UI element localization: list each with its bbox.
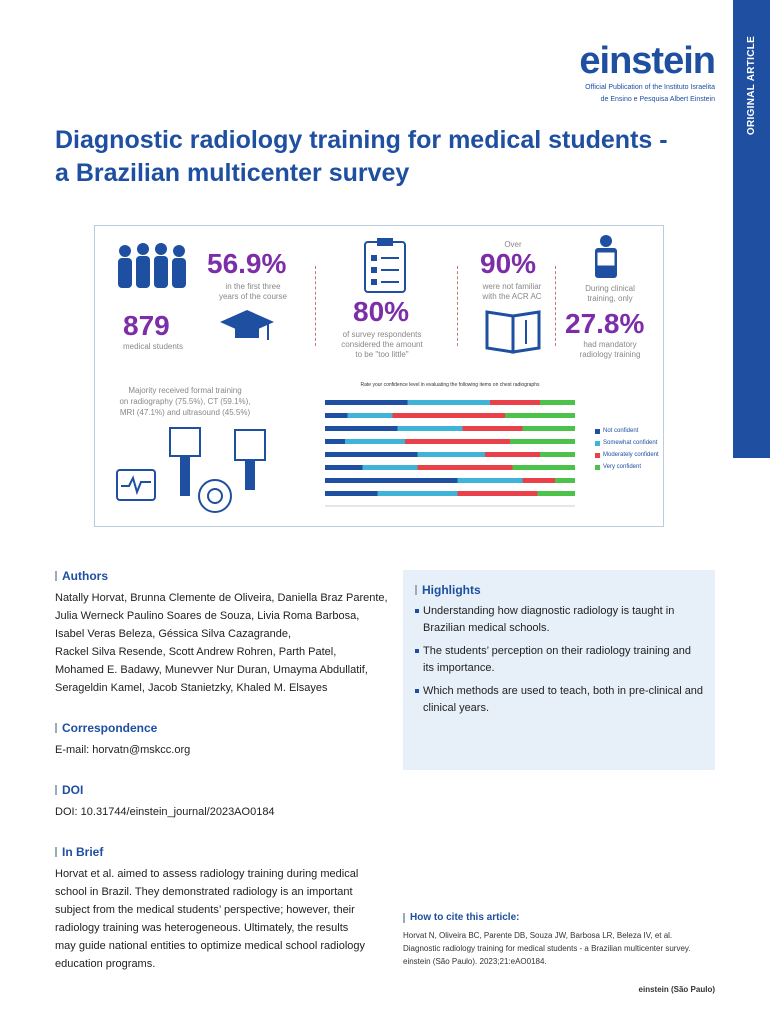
legend-item [595, 464, 641, 470]
correspondence-heading [55, 721, 157, 735]
divider-1 [315, 266, 316, 346]
stat-not-familiar: 90% [480, 248, 537, 279]
checklist-icon [363, 236, 407, 294]
chart-bar-segment [513, 465, 576, 470]
cite-heading-text: How to cite this article: [410, 912, 520, 923]
legend-label: Very confident [603, 464, 642, 470]
highlights-box [403, 570, 715, 770]
divider-2 [457, 266, 458, 346]
stat4-text2: with the ACR AC [482, 292, 542, 301]
chart-bar-segment [555, 478, 575, 483]
chart-bar-segment [458, 478, 523, 483]
in-brief-text [55, 865, 395, 973]
chart-bar-segment [398, 426, 463, 431]
doctor-xray-icon [589, 234, 623, 280]
article-title: Diagnostic radiology training for medical students - a Brazilian multicenter survey [55, 126, 668, 187]
chart-bar-segment [463, 426, 523, 431]
majority-text-1: Majority received formal training [128, 386, 242, 395]
stat3-text1: of survey respondents [342, 330, 422, 339]
people-icon [113, 241, 193, 301]
chart-bar-segment [325, 491, 378, 496]
chart-bar-segment [418, 465, 513, 470]
stat4-prefix: Over [504, 240, 522, 249]
confidence-chart [285, 390, 585, 522]
stat5-text2: training, only [587, 294, 633, 303]
chart-bar-segment [538, 491, 576, 496]
logo-word: einstein [579, 40, 715, 82]
majority-text-2: on radiography (75.5%), CT (59.1%), [119, 397, 251, 406]
chart-bar-segment [393, 413, 506, 418]
cite-heading [403, 912, 519, 923]
journal-logo [579, 42, 715, 104]
article-type-tab [733, 0, 770, 458]
stat3-text3: to be "too little" [355, 350, 409, 359]
legend-label: Somewhat confident [603, 440, 658, 446]
legend-item [595, 428, 638, 434]
correspondence-email[interactable]: E-mail: horvatn@mskcc.org [55, 744, 191, 756]
correspondence-heading-text: Correspondence [62, 721, 158, 735]
article-type-label: ORIGINAL ARTICLE [746, 35, 757, 135]
authors-heading-text: Authors [62, 569, 108, 583]
doi-value[interactable]: DOI: 10.31744/einstein_journal/2023AO0184 [55, 806, 275, 818]
stat4-text1: were not familiar [482, 282, 542, 291]
legend-label: Not confident [603, 428, 639, 434]
author-line: Natally Horvat, Brunna Clemente de Oliveira, Daniella Braz Parente, [55, 592, 388, 604]
legend-swatch [595, 453, 600, 458]
chart-bar-segment [325, 478, 458, 483]
highlight-item: Which methods are used to teach, both in pre-clinical and clinical years. [415, 683, 705, 717]
stat5-text3: had mandatory [583, 340, 637, 349]
chart-bar-segment [505, 413, 575, 418]
cite-line: Horvat N, Oliveira BC, Parente DB, Souza JW, Barbosa LR, Beleza IV, et al. [403, 931, 673, 940]
stat-student-count: 879 [123, 310, 170, 341]
author-line: Rackel Silva Resende, Scott Andrew Rohren, Parth Patel, [55, 646, 337, 658]
author-line: Isabel Veras Beleza, Géssica Silva Cazagrande, [55, 628, 292, 640]
graduation-cap-icon [220, 306, 275, 346]
stat-mandatory-training: 27.8% [565, 308, 645, 339]
chart-bar-segment [418, 452, 486, 457]
highlights-list [415, 603, 705, 723]
chart-bar-segment [405, 439, 510, 444]
majority-text-3: MRI (47.1%) and ultrasound (45.5%) [119, 408, 251, 417]
authors-heading [55, 569, 108, 583]
legend-item [595, 440, 657, 446]
in-brief-line: education programs. [55, 958, 156, 970]
stat1-text1: in the first three [225, 282, 281, 291]
divider-3 [555, 266, 556, 346]
chart-bar-segment [325, 439, 345, 444]
chart-bar-segment [408, 400, 491, 405]
authors-list [55, 589, 395, 697]
page-footer: einstein (São Paulo) [638, 985, 715, 994]
chart-title: Rate your confidence level in evaluating the following items on chest radiographs [360, 382, 540, 388]
chart-bar-segment [485, 452, 540, 457]
author-line: Julia Werneck Paulino Soares de Souza, Livia Roma Barbosa, [55, 610, 360, 622]
in-brief-line: may guide national entities to optimize medical school radiology [55, 940, 366, 952]
legend-swatch [595, 465, 600, 470]
in-brief-line: radiology training was heterogeneous. Ultimately, the results [55, 922, 349, 934]
chart-bar-segment [325, 413, 348, 418]
legend-item [595, 452, 659, 458]
medical-book-icon [483, 310, 543, 354]
logo-sub2: de Ensino e Pesquisa Albert Einstein [600, 96, 715, 103]
chart-bar-segment [523, 478, 556, 483]
chart-bar-segment [345, 439, 405, 444]
in-brief-line: school in Brazil. They demonstrated radiology is an important [55, 886, 353, 898]
in-brief-heading [55, 845, 103, 859]
chart-bar-segment [510, 439, 575, 444]
graphical-abstract [94, 225, 664, 527]
stat-percent-first-years: 56.9% [207, 248, 287, 279]
stat5-text1: During clinical [585, 284, 635, 293]
chart-bar-segment [325, 465, 363, 470]
highlights-heading-text: Highlights [422, 583, 481, 597]
highlight-item: Understanding how diagnostic radiology is taught in Brazilian medical schools. [415, 603, 705, 637]
chart-bar-segment [378, 491, 458, 496]
logo-sub1: Official Publication of the Instituto Israelita [585, 84, 715, 91]
in-brief-line: Horvat et al. aimed to assess radiology training during medical [55, 868, 359, 880]
cite-line: Diagnostic radiology training for medical students - a Brazilian multicenter survey. [403, 944, 691, 953]
stat5-text4: radiology training [579, 350, 641, 359]
stat3-text2: considered the amount [341, 340, 423, 349]
doi-heading-text: DOI [62, 783, 84, 797]
chart-bar-segment [325, 452, 418, 457]
legend-swatch [595, 429, 600, 434]
citation [403, 929, 713, 968]
chart-bar-segment [523, 426, 576, 431]
highlight-item: The students’ perception on their radiology training and its importance. [415, 643, 705, 677]
chart-bar-segment [363, 465, 418, 470]
chart-bar-segment [325, 426, 398, 431]
in-brief-line: subject from the medical students’ perspective; however, their [55, 904, 355, 916]
legend-label: Moderately confident [603, 452, 659, 458]
author-line: Mohamed E. Badawy, Munevver Nur Duran, Umayma Abdullatif, [55, 664, 368, 676]
chart-bar-segment [540, 400, 575, 405]
chart-bar-segment [458, 491, 538, 496]
author-line: Serageldin Kamel, Jacob Stanietzky, Khaled M. Elsayes [55, 682, 328, 694]
stat-too-little: 80% [353, 296, 410, 327]
doi-heading [55, 783, 83, 797]
stat1-text2: years of the course [218, 292, 288, 301]
chart-bar-segment [348, 413, 393, 418]
chart-bar-segment [325, 400, 408, 405]
stat2-text: medical students [122, 342, 184, 351]
in-brief-heading-text: In Brief [62, 845, 104, 859]
chart-bar-segment [540, 452, 575, 457]
cite-line: einstein (São Paulo). 2023;21:eAO0184. [403, 957, 547, 966]
highlights-heading [415, 583, 481, 597]
imaging-equipment-icon [115, 426, 275, 516]
chart-bar-segment [490, 400, 540, 405]
legend-swatch [595, 441, 600, 446]
